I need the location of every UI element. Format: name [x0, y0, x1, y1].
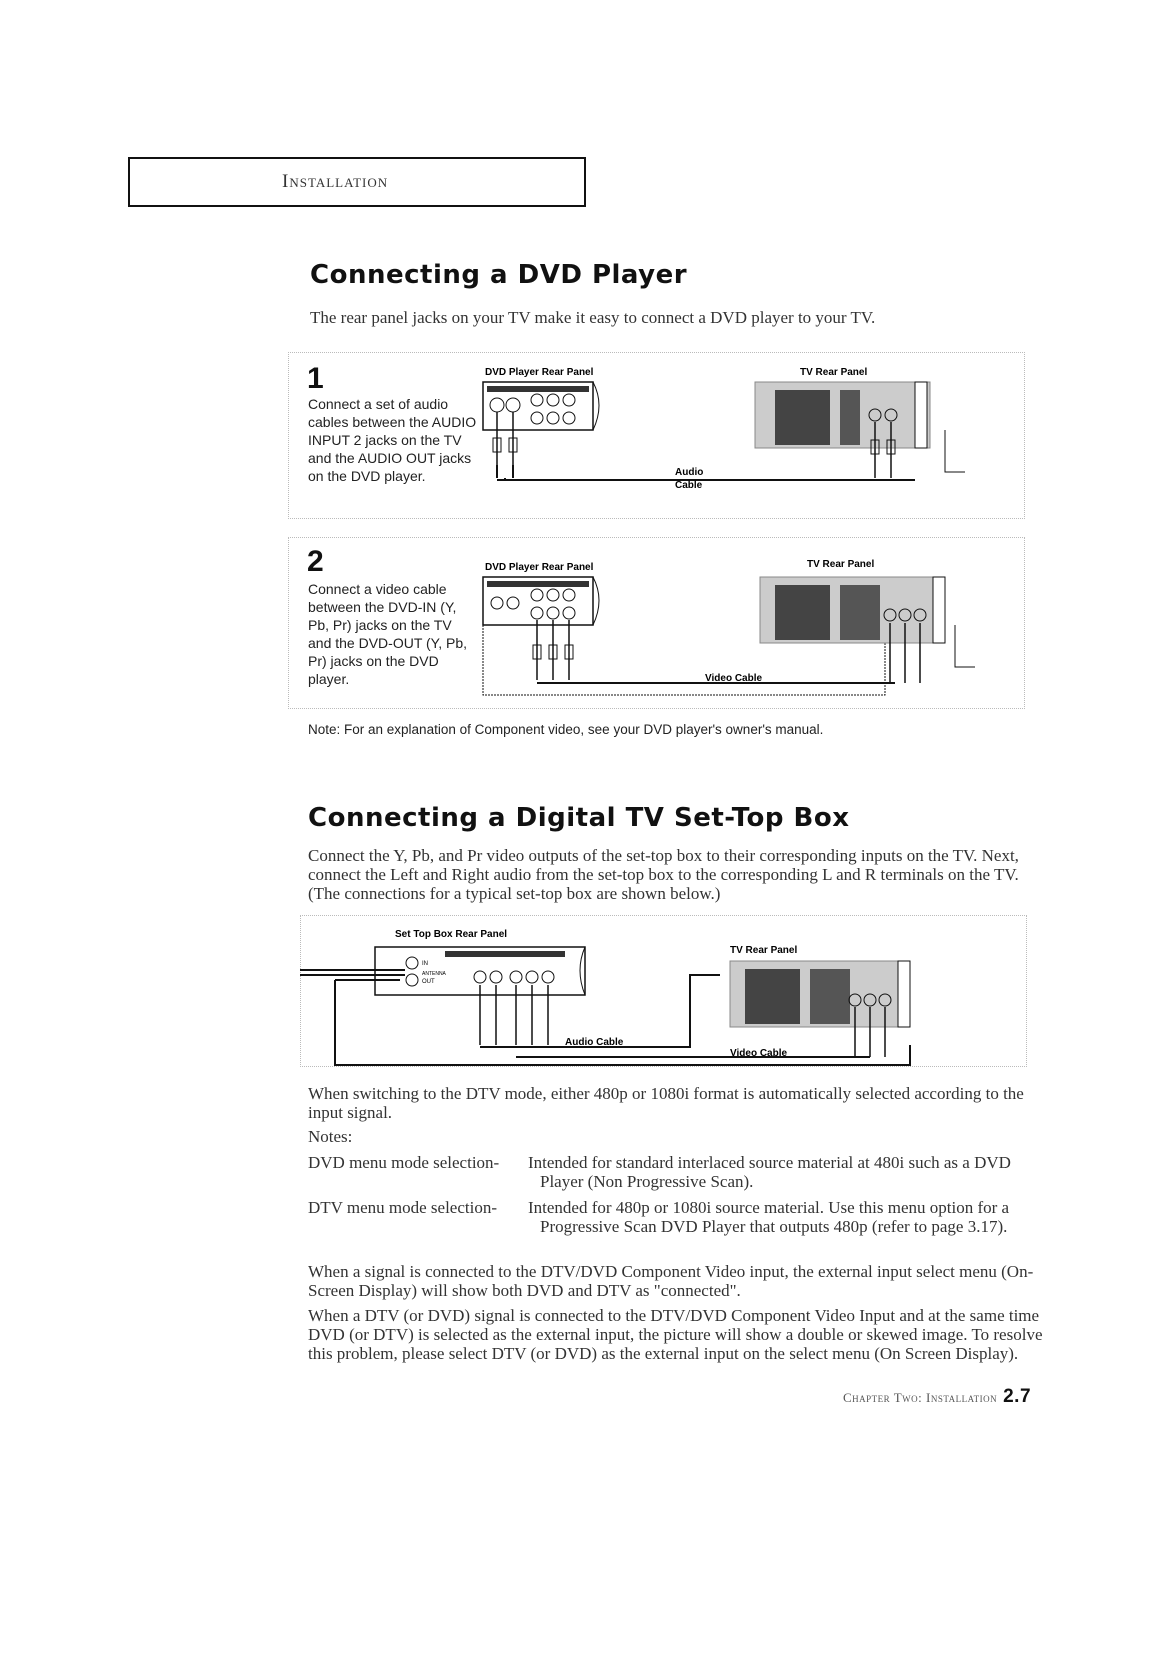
section-header-box [128, 157, 586, 207]
stb-ant-out: OUT [422, 979, 435, 985]
dtv-mode-term: DTV menu mode selection- [308, 1198, 498, 1217]
component-input-note: When a signal is connected to the DTV/DVD Component Video input, the external input select menu (On-Screen Display) will show both DVD and DTV as "connected". [308, 1262, 1034, 1300]
dvd-mode-term: DVD menu mode selection- [308, 1153, 500, 1172]
footer-chapter: Chapter Two: Installation [843, 1390, 998, 1405]
stb-section-title: Connecting a Digital TV Set-Top Box [308, 803, 850, 833]
tv-rear-panel-graphic-2 [760, 577, 945, 643]
dvd-intro: The rear panel jacks on your TV make it easy to connect a DVD player to your TV. [310, 308, 876, 327]
page-footer [843, 1386, 1031, 1408]
notes-heading: Notes: [308, 1127, 353, 1146]
step-1-diagram [475, 360, 1015, 510]
stb-panel-label: Set Top Box Rear Panel [395, 929, 508, 940]
stb-ant-in: IN [422, 961, 428, 967]
stb-intro: Connect the Y, Pb, and Pr video outputs of the set-top box to their corresponding inputs on the TV. Next, connect the Left and Right audio from the set-top box to the corresponding L and R terminals on the TV. (The connections for a typical set-top box are shown below.) [308, 846, 1019, 903]
step-2-dvd-panel-label: DVD Player Rear Panel [485, 562, 594, 573]
step-2-cable-label: Video Cable [705, 673, 763, 684]
stb-ant-label: ANTENNA [422, 971, 446, 977]
step-1-text: Connect a set of audio cables between the AUDIO INPUT 2 jacks on the TV and the AUDIO OUT jacks on the DVD player. [308, 396, 477, 484]
step-1-cable-label-1: Audio [675, 467, 704, 478]
stb-diagram [300, 925, 1030, 1070]
dvd-rear-panel-graphic [483, 382, 599, 430]
step-1-cable-label-2: Cable [675, 480, 703, 491]
dvd-section-title: Connecting a DVD Player [310, 260, 688, 290]
stb-tv-panel-label: TV Rear Panel [730, 945, 798, 956]
step-1-tv-panel-label: TV Rear Panel [800, 367, 868, 378]
dvd-rear-panel-graphic-2 [483, 577, 599, 625]
switching-note: When switching to the DTV mode, either 480p or 1080i format is automatically selected according to the input signal. [308, 1084, 1024, 1122]
dtv-mode-desc: Intended for 480p or 1080i source material. Use this menu option for a Progressive Scan DVD Player that outputs 480p (refer to page 3.17). [528, 1198, 1010, 1236]
step-2-tv-panel-label: TV Rear Panel [807, 559, 875, 570]
step-2-diagram [475, 545, 1015, 705]
tv-rear-panel-graphic [755, 382, 930, 448]
step-2-text: Connect a video cable between the DVD-IN (Y, Pb, Pr) jacks on the TV and the DVD-OUT (Y, Pb, Pr) jacks on the DVD player. [308, 581, 467, 687]
stb-audio-cable-label: Audio Cable [565, 1037, 624, 1048]
dvd-mode-desc: Intended for standard interlaced source material at 480i such as a DVD Player (Non Progressive Scan). [528, 1153, 1011, 1191]
dvd-note: Note: For an explanation of Component video, see your DVD player's owner's manual. [308, 722, 824, 737]
stb-tv-rear-panel-graphic [730, 961, 910, 1027]
step-1-number: 1 [307, 362, 324, 395]
step-1-dvd-panel-label: DVD Player Rear Panel [485, 367, 594, 378]
double-image-note: When a DTV (or DVD) signal is connected to the DTV/DVD Component Video Input and at the same time DVD (or DTV) is selected as the external input, the picture will show a double or skewed image. To resolve this problem, please select DTV (or DVD) as the external input on the select menu (On Screen Display). [308, 1306, 1043, 1363]
section-header-label: Installation [282, 171, 389, 192]
stb-video-cable-label: Video Cable [730, 1048, 788, 1059]
step-2-number: 2 [307, 545, 324, 578]
footer-page-number: 2.7 [1003, 1386, 1032, 1407]
